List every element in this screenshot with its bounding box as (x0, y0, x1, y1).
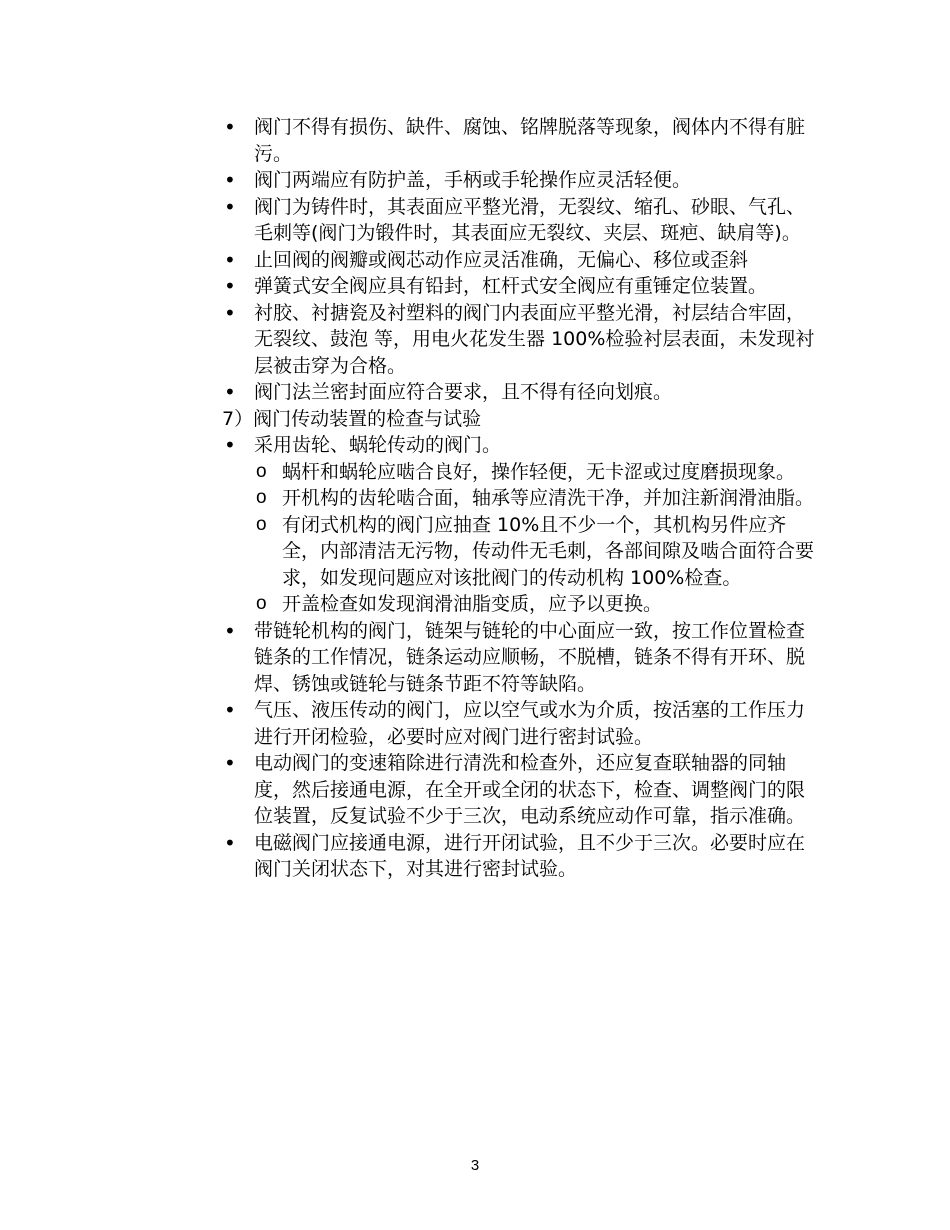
list-item: • 阀门法兰密封面应符合要求，且不得有径向划痕。 (222, 379, 822, 406)
list-item: • 止回阀的阀瓣或阀芯动作应灵活准确，无偏心、移位或歪斜 (222, 247, 822, 274)
list-item: • 衬胶、衬搪瓷及衬塑料的阀门内表面应平整光滑，衬层结合牢固，无裂纹、鼓泡 等，用电火花发生器 100%检验衬层表面，未发现衬层被击穿为合格。 (222, 300, 822, 380)
list-item: • 阀门不得有损伤、缺件、腐蚀、铭牌脱落等现象，阀体内不得有脏污。 (222, 114, 822, 167)
sub-list-item: o 有闭式机构的阀门应抽查 10%且不少一个，其机构另件应齐全，内部清洁无污物，传动件无毛刺，各部间隙及啮合面符合要求，如发现问题应对该批阀门的传动机构 100%检查。 (254, 512, 822, 592)
list-item: • 阀门两端应有防护盖，手柄或手轮操作应灵活轻便。 (222, 167, 822, 194)
list-item: • 电磁阀门应接通电源，进行开闭试验，且不少于三次。必要时应在阀门关闭状态下，对其进行密封试验。 (222, 830, 822, 883)
sub-list-item: o 开机构的齿轮啮合面，轴承等应清洗干净，并加注新润滑油脂。 (254, 485, 822, 512)
list-item: • 弹簧式安全阀应具有铅封，杠杆式安全阀应有重锤定位装置。 (222, 273, 822, 300)
list-item: • 采用齿轮、蜗轮传动的阀门。 o 蜗杆和蜗轮应啮合良好，操作轻便，无卡涩或过度磨损现象。 o 开机构的齿轮啮合面，轴承等应清洗干净，并加注新润滑油脂。 o 有闭式机构的阀门应抽查 10%且不少一个，其机构另件应齐全，内部清洁无污物，传动件无毛刺，各部间隙及啮合面符合要求，如发现问题应对该批阀门的传动机构 100%检查。 o 开盖检查如发现润滑油脂变质，应予以更换。 (222, 432, 822, 618)
list-item: • 气压、液压传动的阀门，应以空气或水为介质，按活塞的工作压力进行开闭检验，必要时应对阀门进行密封试验。 (222, 697, 822, 750)
list-item: • 阀门为铸件时，其表面应平整光滑，无裂纹、缩孔、砂眼、气孔、毛刺等(阀门为锻件时，其表面应无裂纹、夹层、斑疤、缺肩等)。 (222, 194, 822, 247)
list-item: • 电动阀门的变速箱除进行清洗和检查外，还应复查联轴器的同轴度，然后接通电源，在全开或全闭的状态下，检查、调整阀门的限位装置，反复试验不少于三次，电动系统应动作可靠，指示准确。 (222, 750, 822, 830)
sub-list (254, 459, 822, 618)
sub-list-item: o 开盖检查如发现润滑油脂变质，应予以更换。 (254, 591, 822, 618)
page-number: 3 (470, 1157, 480, 1174)
sub-list-item: o 蜗杆和蜗轮应啮合良好，操作轻便，无卡涩或过度磨损现象。 (254, 459, 822, 486)
page-content (222, 114, 822, 883)
bullet-list (222, 114, 822, 883)
list-item: • 带链轮机构的阀门，链架与链轮的中心面应一致，按工作位置检查链条的工作情况，链条运动应顺畅，不脱槽，链条不得有开环、脱焊、锈蚀或链轮与链条节距不符等缺陷。 (222, 618, 822, 698)
section-heading: 7）阀门传动装置的检查与试验 (222, 407, 482, 430)
